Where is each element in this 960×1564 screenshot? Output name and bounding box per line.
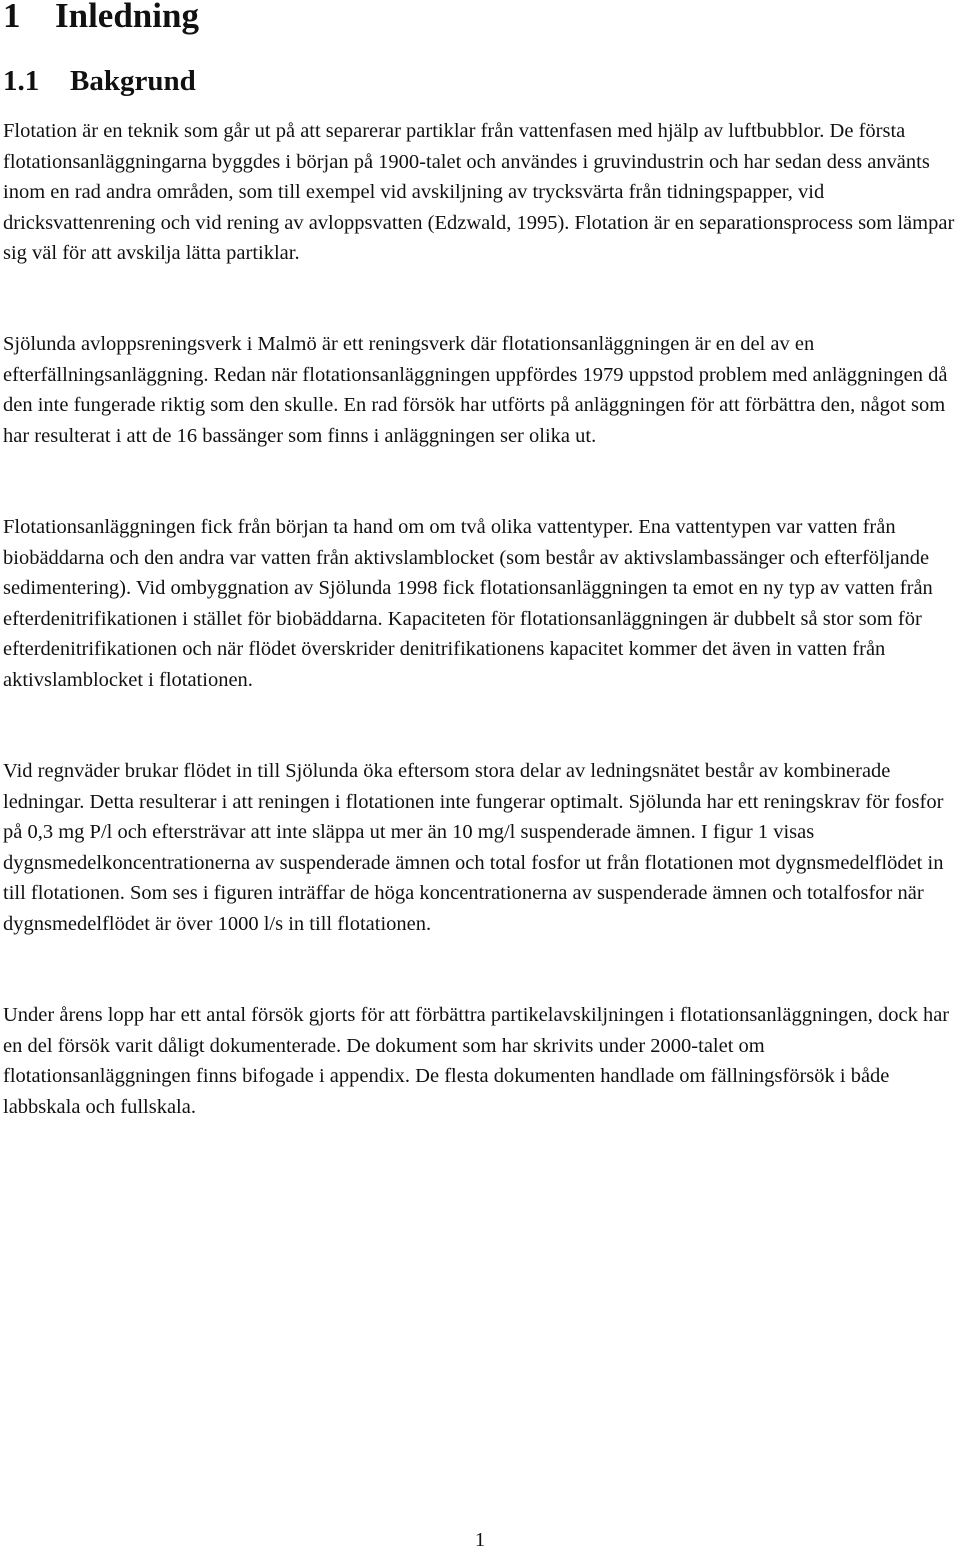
chapter-number: 1 [3, 0, 21, 35]
chapter-heading [3, 0, 199, 38]
page-number: 1 [474, 1529, 486, 1551]
section-number: 1.1 [3, 65, 40, 97]
paragraph-rain-weather: Vid regnväder brukar flödet in till Sjölunda öka eftersom stora delar av ledningsnätet består av kombinerade ledningar. Detta resulterar i att reningen i flotationen inte fungerar optimalt. Sjölunda har ett reningskrav för fosfor på 0,3 mg P/l och eftersträvar att inte släppa ut mer än 10 mg/l suspenderade ämnen. I figur 1 visas dygnsmedelkoncentrationerna av suspenderade ämnen och total fosfor ut från flotationen mot dygnsmedelflödet in till flotationen. Som ses i figuren inträffar de höga koncentrationerna av suspenderade ämnen och totalfosfor när dygnsmedelflödet är över 1000 l/s in till flotationen. [3, 760, 944, 935]
paragraph-sjolunda-plant: Sjölunda avloppsreningsverk i Malmö är ett reningsverk där flotationsanläggningen är en del av en efterfällningsanläggning. Redan när flotationsanläggningen uppfördes 1979 uppstod problem med anläggningen då den inte fungerade riktig som den skulle. En rad försök har utförts på anläggningen för att förbättra den, något som har resulterat i att de 16 bassänger som finns i anläggningen ser olika ut. [3, 333, 948, 447]
paragraph-previous-tests: Under årens lopp har ett antal försök gjorts för att förbättra partikelavskiljningen i flotationsanläggningen, dock har en del försök varit dåligt dokumenterade. De dokument som har skrivits under 2000-talet om flotationsanläggningen finns bifogade i appendix. De flesta dokumenten handlade om fällningsförsök i både labbskala och fullskala. [3, 1004, 950, 1118]
section-heading [3, 62, 196, 100]
section-title: Bakgrund [70, 65, 196, 97]
paragraph-water-types: Flotationsanläggningen fick från början ta hand om om två olika vattentyper. Ena vattentypen var vatten från biobäddarna och den andra var vatten från aktivslamblocket (som består av aktivslambassänger och efterföljande sedimentering). Vid ombyggnation av Sjölunda 1998 fick flotationsanläggningen ta emot en ny typ av vatten från efterdenitrifikationen i stället för biobäddarna. Kapaciteten för flotationsanläggningen är dubbelt så stor som för efterdenitrifikationen och när flödet överskrider denitrifikationens kapacitet kommer det även in vatten från aktivslamblocket i flotationen. [3, 516, 933, 691]
chapter-title: Inledning [55, 0, 199, 35]
paragraph-flotation-introduction: Flotation är en teknik som går ut på att separerar partiklar från vattenfasen med hjälp av luftbubblor. De första flotationsanläggningarna byggdes i början på 1900-talet och användes i gruvindustrin och har sedan dess använts inom en rad andra områden, som till exempel vid avskiljning av trycksvärta från tidningspapper, vid dricksvattenrening och vid rening av avloppsvatten (Edzwald, 1995). Flotation är en separationsprocess som lämpar sig väl för att avskilja lätta partiklar. [3, 120, 955, 265]
